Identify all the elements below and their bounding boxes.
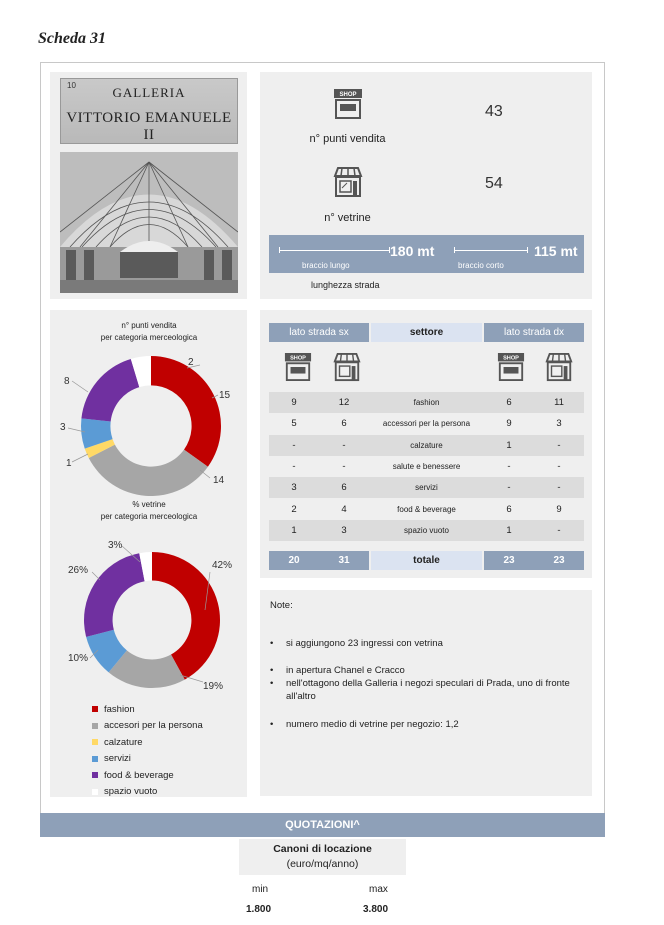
- sector-name: food & beverage: [397, 504, 456, 514]
- table-header-row: [269, 323, 584, 342]
- chart1-title: [58, 320, 240, 344]
- chart2-title-line2: per categoria merceologica: [100, 512, 198, 521]
- table-row: [269, 520, 584, 541]
- note-text: si aggiungono 23 ingressi con vetrina: [286, 638, 443, 649]
- chart1-title-line1: n° punti vendita: [121, 321, 177, 330]
- dx-punti-vendita: 6: [506, 503, 512, 515]
- legend-label: calzature: [104, 736, 143, 748]
- chart1-title-line2: per categoria merceologica: [100, 333, 198, 342]
- sector-name: fashion: [413, 398, 440, 408]
- shop-icon: [333, 88, 363, 125]
- storefront-icon: [544, 352, 574, 387]
- table-row: [269, 435, 584, 456]
- punti-vendita-label: n° punti vendita: [309, 133, 386, 145]
- legend-swatch-calzature: [92, 739, 98, 745]
- legend-swatch-servizi: [92, 756, 98, 762]
- dx-punti-vendita: 9: [506, 418, 512, 430]
- legend-swatch-accessori: [92, 723, 98, 729]
- table-total-row: [269, 551, 584, 570]
- dx-punti-vendita: -: [507, 461, 511, 473]
- sx-punti-vendita: 9: [291, 397, 297, 409]
- sector-name: spazio vuoto: [404, 525, 449, 535]
- sign-line-2: VITTORIO EMANUELE II: [66, 110, 232, 143]
- chart1-label-vuoto: 2: [188, 357, 194, 368]
- table-row: [269, 498, 584, 519]
- total-dx-punti-vendita: 23: [484, 551, 534, 570]
- table-row: [269, 413, 584, 434]
- road-length-bar: [269, 235, 584, 273]
- total-label: totale: [371, 551, 482, 570]
- note-text: numero medio di vetrine per negozio: 1,2: [286, 719, 459, 730]
- legend-swatch-food: [92, 772, 98, 778]
- total-sx-punti-vendita: 20: [269, 551, 319, 570]
- sign-number: 10: [67, 81, 76, 90]
- sign-line-1: GALLERIA: [112, 85, 186, 100]
- shop-icon: [284, 352, 312, 387]
- note-item: • nell'ottagono della Galleria i negozi speculari di Prada, uno di fronte all'altro: [270, 678, 580, 703]
- legend-item-vuoto: [92, 784, 203, 801]
- chart1-label-fashion: 15: [219, 390, 231, 401]
- notes-section: [260, 590, 592, 796]
- galleria-dome-photo: [60, 152, 238, 293]
- dx-vetrine: 11: [554, 397, 564, 409]
- long-arm-value: 180 mt: [390, 243, 435, 259]
- sx-punti-vendita: 2: [291, 503, 297, 515]
- dx-punti-vendita: 6: [506, 397, 512, 409]
- note-item: • numero medio di vetrine per negozio: 1,2: [270, 719, 459, 730]
- long-arm-label: braccio lungo: [302, 261, 350, 270]
- chart1-leader-lines: [50, 350, 247, 490]
- dx-punti-vendita: -: [507, 482, 511, 494]
- min-value: 1.800: [246, 904, 272, 915]
- long-arm-line: [279, 250, 389, 251]
- dx-vetrine: -: [557, 524, 561, 536]
- chart2-label-vuoto: 3%: [108, 540, 123, 551]
- header-settore: settore: [371, 323, 482, 342]
- storefront-icon: [333, 166, 363, 203]
- total-sx-vetrine: 31: [319, 551, 369, 570]
- canoni-line2: (euro/mq/anno): [286, 858, 359, 870]
- min-label: min: [252, 884, 269, 895]
- max-value: 3.800: [363, 904, 389, 915]
- dome-illustration: [60, 152, 238, 293]
- storefront-icon: [332, 352, 362, 387]
- canoni-line1: Canoni di locazione: [273, 843, 372, 855]
- chart2-label-servizi: 10%: [68, 653, 89, 664]
- sector-name: accessori per la persona: [382, 419, 471, 429]
- dx-vetrine: 9: [556, 503, 562, 515]
- legend-item-food: [92, 767, 203, 784]
- dx-punti-vendita: 1: [506, 439, 512, 451]
- page-title: Scheda 31: [38, 30, 106, 47]
- shop-icon-text: SHOP: [339, 92, 357, 98]
- header-lato-sx: lato strada sx: [269, 323, 369, 342]
- legend-swatch-vuoto: [92, 789, 98, 795]
- note-item: • in apertura Chanel e Cracco: [270, 665, 405, 676]
- dx-vetrine: -: [557, 439, 561, 451]
- sx-punti-vendita: -: [292, 439, 296, 451]
- short-arm-label: braccio corto: [458, 261, 504, 270]
- note-text: in apertura Chanel e Cracco: [286, 665, 405, 676]
- legend-label: food & beverage: [104, 769, 174, 781]
- dx-vetrine: -: [557, 482, 561, 494]
- sx-punti-vendita: 3: [291, 482, 297, 494]
- legend-item-accessori: [92, 718, 203, 735]
- table-row: [269, 477, 584, 498]
- legend-label: spazio vuoto: [104, 786, 158, 798]
- sector-name: calzature: [410, 440, 443, 450]
- short-arm-line: [454, 250, 527, 251]
- chart1-label-food: 8: [64, 376, 70, 387]
- dx-vetrine: 3: [556, 418, 562, 430]
- chart1-label-calzature: 1: [66, 458, 72, 469]
- sx-vetrine: 6: [341, 482, 347, 494]
- note-item: • si aggiungono 23 ingressi con vetrina: [270, 638, 443, 649]
- sx-vetrine: 3: [341, 524, 347, 536]
- shop-icon: [497, 352, 525, 387]
- chart1-label-accessori: 14: [213, 475, 225, 486]
- dx-vetrine: -: [557, 461, 561, 473]
- chart2-label-food: 26%: [68, 565, 89, 576]
- table-row: [269, 392, 584, 413]
- chart2-label-fashion: 42%: [212, 560, 233, 571]
- chart-legend: [92, 701, 203, 800]
- sector-table: [269, 323, 584, 342]
- sx-vetrine: -: [342, 439, 346, 451]
- legend-label: accesori per la persona: [104, 720, 203, 732]
- punti-vendita-value: 43: [485, 103, 503, 120]
- sx-vetrine: 12: [338, 397, 350, 409]
- shop-icon-text: SHOP: [503, 355, 519, 362]
- table-row: [269, 456, 584, 477]
- sx-punti-vendita: -: [292, 461, 296, 473]
- header-lato-dx: lato strada dx: [484, 323, 584, 342]
- sx-punti-vendita: 1: [291, 524, 297, 536]
- sx-vetrine: 4: [341, 503, 347, 515]
- galleria-sign-photo: [60, 78, 238, 144]
- short-arm-tick-right: [527, 247, 528, 253]
- legend-label: servizi: [104, 753, 131, 765]
- sx-punti-vendita: 5: [291, 418, 297, 430]
- dx-punti-vendita: 1: [506, 524, 512, 536]
- vetrine-label: n° vetrine: [324, 212, 371, 224]
- shop-icon-text: SHOP: [290, 355, 306, 362]
- notes-heading: Note:: [270, 600, 293, 611]
- quotazioni-bar: QUOTAZIONI^: [40, 813, 605, 837]
- max-label: max: [369, 884, 388, 895]
- road-caption: lunghezza strada: [311, 280, 380, 290]
- sx-vetrine: 6: [341, 418, 347, 430]
- sector-table-body: [269, 392, 584, 570]
- legend-item-fashion: [92, 701, 203, 718]
- sx-vetrine: -: [342, 461, 346, 473]
- total-dx-vetrine: 23: [534, 551, 584, 570]
- short-arm-value: 115 mt: [534, 243, 578, 259]
- legend-item-calzature: [92, 734, 203, 751]
- sector-name: salute e benessere: [392, 462, 461, 472]
- note-text: nell'ottagono della Galleria i negozi speculari di Prada, uno di fronte all'altro: [286, 678, 570, 702]
- chart2-leader-lines: [50, 540, 247, 690]
- vetrine-value: 54: [485, 175, 503, 192]
- sector-name: servizi: [415, 483, 438, 493]
- chart1-label-servizi: 3: [60, 422, 66, 433]
- chart2-label-accessori: 19%: [203, 681, 224, 692]
- legend-item-servizi: [92, 751, 203, 768]
- legend-label: fashion: [104, 703, 135, 715]
- canoni-box: [239, 839, 406, 875]
- chart2-title-line1: % vetrine: [132, 500, 166, 509]
- legend-swatch-fashion: [92, 706, 98, 712]
- chart2-title: [58, 499, 240, 523]
